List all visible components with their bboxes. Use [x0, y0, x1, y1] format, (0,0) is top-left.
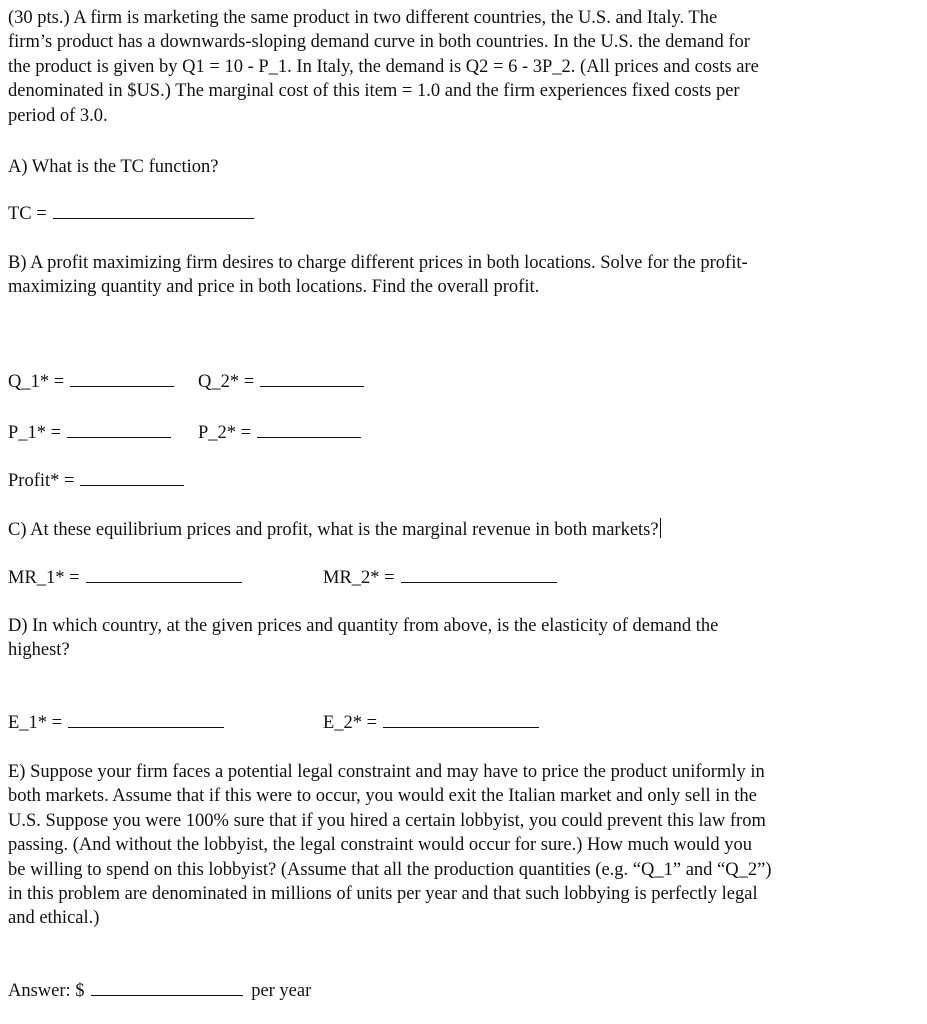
- mr2-label: MR_2* =: [323, 568, 395, 588]
- q1-field: [8, 371, 174, 393]
- p1-answer-blank[interactable]: [67, 423, 171, 438]
- p1-field: [8, 422, 171, 444]
- answer-label: Answer: $: [8, 981, 85, 1001]
- p2-label: P_2* =: [198, 423, 252, 443]
- e2-label: E_2* =: [323, 713, 378, 733]
- p2-answer-blank[interactable]: [257, 423, 361, 438]
- part-e-line: passing. (And without the lobbyist, the legal constraint would occur for sure.) How much would you: [8, 835, 752, 856]
- tc-label: TC =: [8, 204, 47, 224]
- p1-label: P_1* =: [8, 423, 62, 443]
- part-b-line: maximizing quantity and price in both locations. Find the overall profit.: [8, 277, 540, 298]
- q1-answer-blank[interactable]: [70, 372, 174, 387]
- problem-intro: [8, 6, 913, 128]
- intro-line: period of 3.0.: [8, 105, 108, 126]
- part-c-question-text: C) At these equilibrium prices and profit, what is the marginal revenue in both markets?: [8, 520, 659, 540]
- q2-answer-blank[interactable]: [260, 372, 364, 387]
- part-c-question: [8, 518, 913, 542]
- part-e-line: both markets. Assume that if this were to occur, you would exit the Italian market and only sell in the: [8, 786, 757, 807]
- mr1-label: MR_1* =: [8, 568, 80, 588]
- profit-field: [8, 470, 184, 492]
- text-cursor: [660, 518, 661, 538]
- part-d-line: highest?: [8, 640, 70, 661]
- mr1-answer-blank[interactable]: [86, 568, 242, 583]
- intro-line: denominated in $US.) The marginal cost of this item = 1.0 and the firm experiences fixed costs per: [8, 81, 740, 102]
- part-e-question: [8, 760, 913, 931]
- q1-label: Q_1* =: [8, 372, 65, 392]
- part-a-question-text: A) What is the TC function?: [8, 157, 219, 177]
- part-e-line: E) Suppose your firm faces a potential legal constraint and may have to price the product uniformly in: [8, 762, 765, 782]
- e2-answer-blank[interactable]: [383, 713, 539, 728]
- intro-line: (30 pts.) A firm is marketing the same product in two different countries, the U.S. and Italy. The: [8, 8, 718, 28]
- answer-blank[interactable]: [91, 981, 243, 996]
- part-c-question-line: [8, 518, 913, 542]
- intro-line: firm’s product has a downwards-sloping demand curve in both countries. In the U.S. the demand for: [8, 32, 750, 53]
- part-e-line: U.S. Suppose you were 100% sure that if you hired a certain lobbyist, you could prevent this law from: [8, 810, 766, 831]
- e1-field: [8, 712, 224, 734]
- p2-field: [198, 422, 361, 444]
- intro-line: the product is given by Q1 = 10 - P_1. In Italy, the demand is Q2 = 6 - 3P_2. (All prices and costs are: [8, 56, 759, 77]
- e1-label: E_1* =: [8, 713, 63, 733]
- q2-field: [198, 371, 364, 393]
- e2-field: [323, 712, 539, 734]
- part-d-question: [8, 614, 913, 663]
- part-d-line: D) In which country, at the given prices and quantity from above, is the elasticity of demand the: [8, 616, 719, 636]
- e1-answer-blank[interactable]: [68, 713, 224, 728]
- part-a-question: [8, 155, 913, 179]
- part-e-line: and ethical.): [8, 908, 100, 929]
- answer-field: [8, 980, 311, 1002]
- mr1-field: [8, 567, 242, 589]
- mr2-field: [323, 567, 557, 589]
- mr2-answer-blank[interactable]: [401, 568, 557, 583]
- part-e-line: be willing to spend on this lobbyist? (Assume that all the production quantities (e.g. “Q_1” and “Q_2”): [8, 859, 772, 880]
- profit-label: Profit* =: [8, 471, 75, 491]
- part-e-line: in this problem are denominated in millions of units per year and that such lobbying is perfectly legal: [8, 884, 758, 905]
- profit-answer-blank[interactable]: [80, 471, 184, 486]
- part-b-line: B) A profit maximizing firm desires to charge different prices in both locations. Solve for the profit-: [8, 253, 748, 273]
- answer-suffix: per year: [251, 981, 312, 1001]
- part-b-question: [8, 251, 913, 300]
- tc-field: [8, 203, 254, 225]
- tc-answer-blank[interactable]: [53, 204, 254, 219]
- q2-label: Q_2* =: [198, 372, 255, 392]
